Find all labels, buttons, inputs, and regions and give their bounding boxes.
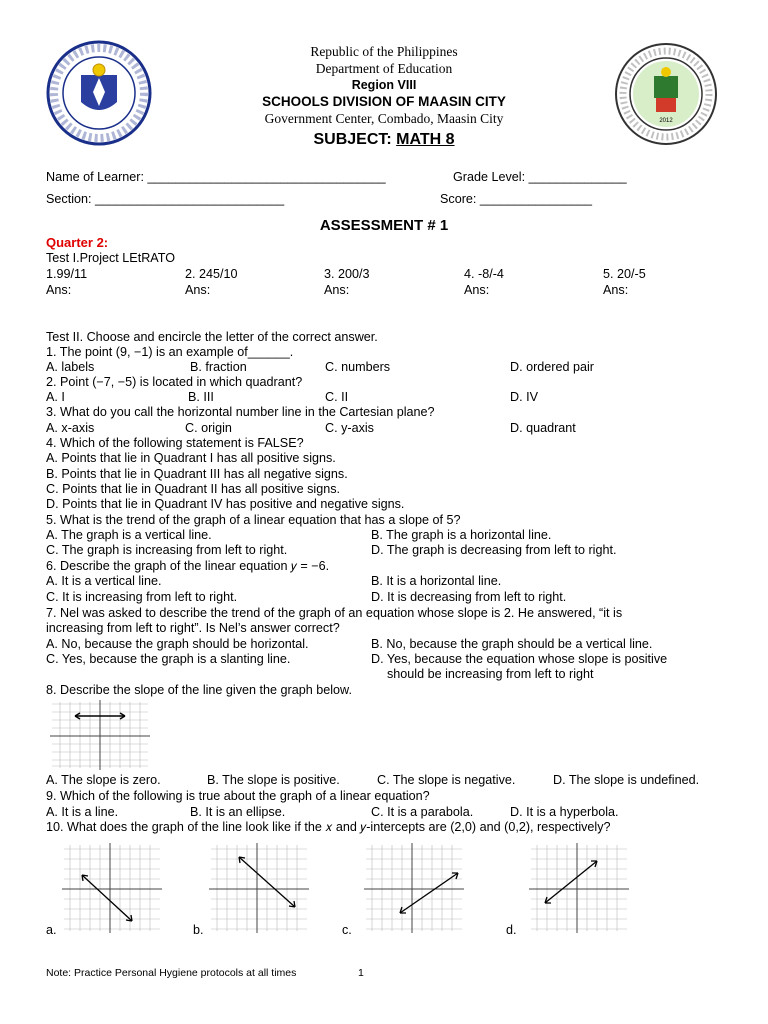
graph-option-a[interactable]: a. xyxy=(46,923,57,937)
choice[interactable]: C. y-axis xyxy=(325,421,374,435)
q10-graph-a xyxy=(60,843,164,933)
choice[interactable]: D. Yes, because the equation whose slope is positive xyxy=(371,652,668,666)
question-2: 2. Point (−7, −5) is located in which quadrant? xyxy=(46,375,303,389)
seal-year: 2012 xyxy=(659,118,673,124)
test1-item: 2. 245/10 xyxy=(185,267,238,281)
test1-ans: Ans: xyxy=(324,283,350,297)
test2-title: Test II. Choose and encircle the letter of the correct answer. xyxy=(46,330,378,344)
choice[interactable]: C. origin xyxy=(185,421,232,435)
choice[interactable]: A. Points that lie in Quadrant I has all positive signs. xyxy=(46,451,336,465)
test1-ans: Ans: xyxy=(185,283,211,297)
test1-ans: Ans: xyxy=(603,283,629,297)
graph-option-b[interactable]: b. xyxy=(193,923,204,937)
choice[interactable]: B. fraction xyxy=(190,360,247,374)
choice[interactable]: D. It is a hyperbola. xyxy=(510,805,619,819)
question-7-cont: increasing from left to right”. Is Nel’s answer correct? xyxy=(46,621,340,635)
page-number: 1 xyxy=(358,967,364,979)
choice[interactable]: C. II xyxy=(325,390,349,404)
quarter-label: Quarter 2: xyxy=(46,235,109,250)
test1-item: 3. 200/3 xyxy=(324,267,370,281)
choice[interactable]: A. The slope is zero. xyxy=(46,773,161,787)
choice[interactable]: B. No, because the graph should be a vertical line. xyxy=(371,637,653,651)
q10-graph-b xyxy=(207,843,311,933)
choice-cont: should be increasing from left to right xyxy=(387,667,594,681)
subject-title xyxy=(0,131,768,149)
test1-item: 1.99/11 xyxy=(46,267,88,281)
choice[interactable]: D. The graph is decreasing from left to right. xyxy=(371,543,617,557)
test1-item: 4. -8/-4 xyxy=(464,267,504,281)
address-line: Government Center, Combado, Maasin City xyxy=(264,111,504,126)
department-line: Department of Education xyxy=(315,61,453,76)
question-1: 1. The point (9, −1) is an example of______. xyxy=(46,345,294,359)
test1-ans: Ans: xyxy=(464,283,490,297)
republic-line: Republic of the Philippines xyxy=(310,44,458,59)
graph-option-d[interactable]: d. xyxy=(506,923,517,937)
choice[interactable]: B. III xyxy=(188,390,214,404)
choice[interactable]: B. Points that lie in Quadrant III has all negative signs. xyxy=(46,467,348,481)
choice[interactable]: C. It is a parabola. xyxy=(371,805,474,819)
learner-name-field[interactable]: Name of Learner: __________________________________ xyxy=(46,170,386,184)
choice[interactable]: C. It is increasing from left to right. xyxy=(46,590,238,604)
graph-option-c[interactable]: c. xyxy=(342,923,352,937)
question-4: 4. Which of the following statement is FALSE? xyxy=(46,436,304,450)
test1-item: 5. 20/-5 xyxy=(603,267,646,281)
footer-note: Note: Practice Personal Hygiene protocols at all times xyxy=(46,967,297,979)
choice[interactable]: C. numbers xyxy=(325,360,391,374)
choice[interactable]: A. labels xyxy=(46,360,95,374)
q8-graph xyxy=(48,700,152,770)
choice[interactable]: B. The graph is a horizontal line. xyxy=(371,528,552,542)
question-6: 6. Describe the graph of the linear equation 𝑦 = −6. xyxy=(46,559,330,573)
choice[interactable]: D. ordered pair xyxy=(510,360,594,374)
choice[interactable]: D. Points that lie in Quadrant IV has positive and negative signs. xyxy=(46,497,405,511)
question-9: 9. Which of the following is true about the graph of a linear equation? xyxy=(46,789,430,803)
test1-ans: Ans: xyxy=(46,283,72,297)
choice[interactable]: C. Points that lie in Quadrant II has all positive signs. xyxy=(46,482,341,496)
assessment-title: ASSESSMENT # 1 xyxy=(319,217,449,234)
test1-title: Test I.Project LEtRATO xyxy=(46,251,176,265)
choice[interactable]: D. The slope is undefined. xyxy=(553,773,700,787)
q10-graph-c xyxy=(362,843,466,933)
choice[interactable]: B. The slope is positive. xyxy=(207,773,340,787)
section-field[interactable]: Section: ___________________________ xyxy=(46,192,285,206)
question-10: 10. What does the graph of the line look like if the 𝑥 and 𝑦-intercepts are (2,0) and (0,2), respectively? xyxy=(46,820,611,834)
subject-value: MATH 8 xyxy=(396,131,455,148)
choice[interactable]: A. I xyxy=(46,390,65,404)
choice[interactable]: B. It is a horizontal line. xyxy=(371,574,502,588)
choice[interactable]: A. x-axis xyxy=(46,421,95,435)
choice[interactable]: A. The graph is a vertical line. xyxy=(46,528,212,542)
choice[interactable]: C. The graph is increasing from left to right. xyxy=(46,543,288,557)
choice[interactable]: B. It is an ellipse. xyxy=(190,805,286,819)
region-line: Region VIII xyxy=(351,78,417,92)
choice[interactable]: D. It is decreasing from left to right. xyxy=(371,590,567,604)
q10-graph-d xyxy=(527,843,631,933)
choice[interactable]: A. No, because the graph should be horizontal. xyxy=(46,637,309,651)
subject-label: SUBJECT: xyxy=(313,131,392,148)
choice[interactable]: A. It is a line. xyxy=(46,805,119,819)
choice[interactable]: C. The slope is negative. xyxy=(377,773,516,787)
score-field[interactable]: Score: ________________ xyxy=(440,192,592,206)
question-3: 3. What do you call the horizontal number line in the Cartesian plane? xyxy=(46,405,435,419)
division-line: SCHOOLS DIVISION OF MAASIN CITY xyxy=(262,94,506,109)
grade-level-field[interactable]: Grade Level: ______________ xyxy=(453,170,627,184)
choice[interactable]: C. Yes, because the graph is a slanting line. xyxy=(46,652,291,666)
question-8: 8. Describe the slope of the line given the graph below. xyxy=(46,683,352,697)
choice[interactable]: A. It is a vertical line. xyxy=(46,574,162,588)
question-5: 5. What is the trend of the graph of a linear equation that has a slope of 5? xyxy=(46,513,461,527)
choice[interactable]: D. IV xyxy=(510,390,538,404)
choice[interactable]: D. quadrant xyxy=(510,421,576,435)
question-7: 7. Nel was asked to describe the trend of the graph of an equation whose slope is 2. He answered, “it is xyxy=(46,606,623,620)
